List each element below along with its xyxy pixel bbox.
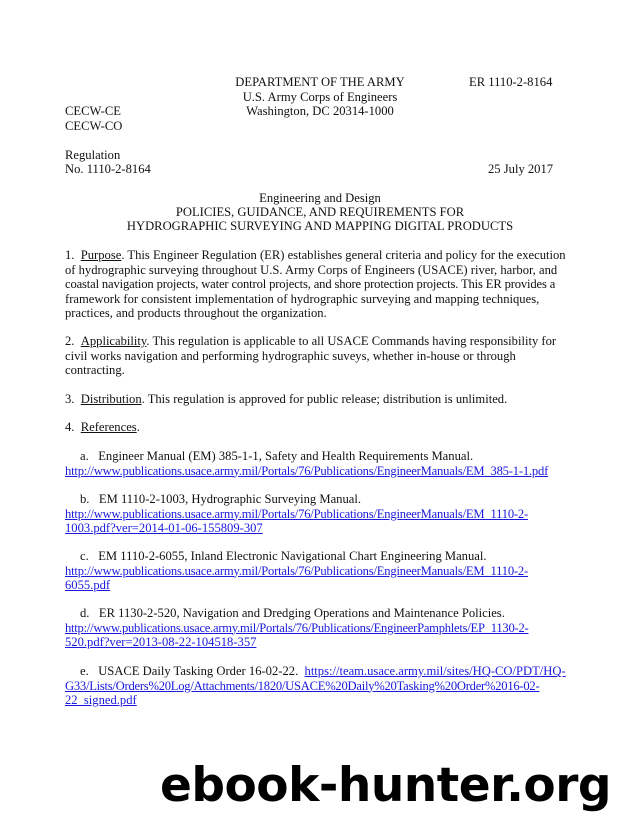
reference-item-e [65,664,575,708]
reference-link-continued[interactable]: 6055.pdf [65,578,111,593]
section-text-line: . This regulation is approved for public release; distribution is unlimited. [141,392,508,406]
section-number: 1. [65,248,75,262]
section-heading: References [80,420,137,434]
reference-title: Engineer Manual (EM) 385-1-1, Safety and Health Requirements Manual. [98,449,474,463]
corps-name: U.S. Army Corps of Engineers [242,90,398,104]
section-purpose [65,248,575,321]
reference-title: EM 1110-2-6055, Inland Electronic Navigational Chart Engineering Manual. [98,549,487,563]
office-symbol-co: CECW-CO [65,119,123,133]
regulation-number: No. 1110-2-8164 [65,162,151,176]
corps-address: Washington, DC 20314-1000 [246,104,394,118]
reference-letter: d. [80,606,90,620]
section-heading: Applicability [80,334,147,348]
section-heading: Purpose [80,248,122,262]
section-text-line: . This regulation is applicable to all USACE Commands having responsibility for [146,334,557,348]
reference-title: ER 1130-2-520, Navigation and Dredging Operations and Maintenance Policies. [98,606,505,620]
reference-letter: a. [80,449,89,463]
regulation-date: 25 July 2017 [488,162,554,176]
department-name: DEPARTMENT OF THE ARMY [235,75,405,89]
reference-title: USACE Daily Tasking Order 16-02-22. [98,664,299,678]
reference-item-c [65,549,575,593]
reference-title: EM 1110-2-1003, Hydrographic Surveying Manual. [98,492,361,506]
regulation-label: Regulation [65,148,121,162]
section-text-line: framework for consistent implementation of hydrographic surveying and mapping techniques, [65,291,540,306]
reference-link-continued[interactable]: 520.pdf?ver=2013-08-22-104518-357 [65,635,257,650]
section-text-line: civil works navigation and performing hydrographic suveys, whether in-house or through [65,348,516,363]
reference-letter: b. [80,492,90,506]
reference-link[interactable]: https://team.usace.army.mil/sites/HQ-CO/PDT/HQ- [304,664,566,678]
section-number: 2. [65,334,75,348]
section-text-line: practices, and products throughout the organization. [65,306,327,321]
reference-item-d [65,606,575,650]
reference-letter: e. [80,664,89,678]
title-line-2: POLICIES, GUIDANCE, AND REQUIREMENTS FOR [175,205,465,219]
title-line-3: HYDROGRAPHIC SURVEYING AND MAPPING DIGITAL PRODUCTS [126,219,514,233]
reference-link[interactable]: http://www.publications.usace.army.mil/Portals/76/Publications/EngineerManuals/EM_385-1-1.pdf [65,463,549,478]
section-text-line: . [136,420,140,434]
section-text-line: coastal navigation projects, water control projects, and shore protection projects. This ER provides a [65,277,556,292]
reference-link-continued[interactable]: 22_signed.pdf [65,693,137,708]
reference-link-continued[interactable]: G33/Lists/Orders%20Log/Attachments/1820/USACE%20Daily%20Tasking%20Order%2016-02- [65,678,540,693]
section-references [65,420,575,435]
title-line-1: Engineering and Design [259,191,381,205]
office-symbol-ce: CECW-CE [65,104,121,118]
section-number: 4. [65,420,75,434]
reference-link[interactable]: http://www.publications.usace.army.mil/Portals/76/Publications/EngineerManuals/EM_1110-2- [65,563,529,578]
reference-link-continued[interactable]: 1003.pdf?ver=2014-01-06-155809-307 [65,521,263,536]
section-text-line: . This Engineer Regulation (ER) establishes general criteria and policy for the execution [121,248,566,262]
section-text-line: contracting. [65,363,125,378]
reference-item-b [65,492,575,536]
section-number: 3. [65,392,75,406]
reference-item-a [65,449,575,478]
watermark-text: ebook-hunter.org [160,758,612,813]
section-distribution [65,392,575,407]
section-applicability [65,334,575,378]
section-heading: Distribution [80,392,142,406]
er-number: ER 1110-2-8164 [469,75,553,89]
reference-link[interactable]: http://www.publications.usace.army.mil/Portals/76/Publications/EngineerManuals/EM_1110-2- [65,506,529,521]
reference-link[interactable]: http://www.publications.usace.army.mil/Portals/76/Publications/EngineerPamphlets/EP_1130-2- [65,620,529,635]
section-text-line: of hydrographic surveying throughout U.S. Army Corps of Engineers (USACE) river, harbor, and [65,262,558,277]
reference-letter: c. [80,549,89,563]
